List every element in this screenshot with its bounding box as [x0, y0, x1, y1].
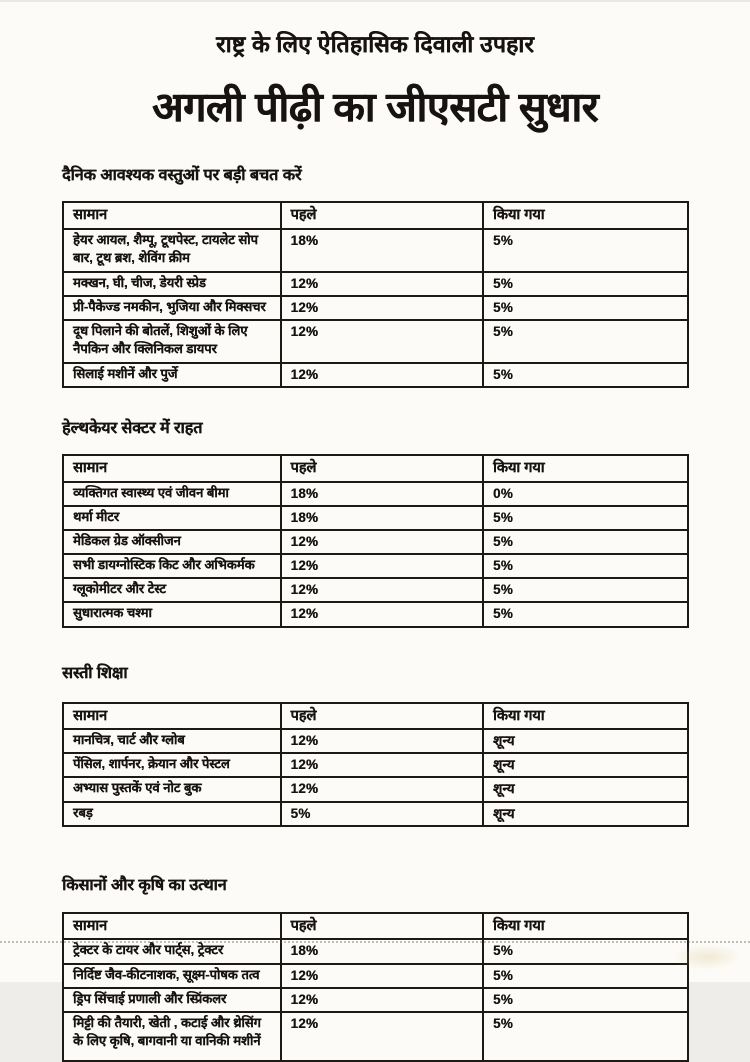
item-cell: मानचित्र, चार्ट और ग्लोब: [63, 729, 281, 753]
before-rate-cell: 18%: [281, 939, 484, 963]
after-rate-cell: शून्य: [483, 753, 688, 777]
column-header-before: पहले: [281, 913, 484, 940]
before-rate-cell: 12%: [281, 363, 484, 387]
table-row: [63, 729, 688, 753]
table-row: [63, 320, 688, 363]
gst-table-healthcare: [62, 454, 689, 628]
before-rate-cell: 18%: [281, 482, 484, 506]
table-row: [63, 554, 688, 578]
table-row: [63, 802, 688, 826]
item-cell: मेडिकल ग्रेड ऑक्सीजन: [63, 530, 281, 554]
table-row: [63, 272, 688, 296]
item-cell: हेयर आयल, शैम्पू, टूथपेस्ट, टायलेट सोप बार, टूथ ब्रश, शेविंग क्रीम: [63, 229, 281, 272]
before-rate-cell: 12%: [281, 753, 484, 777]
item-cell: अभ्यास पुस्तकें एवं नोट बुक: [63, 777, 281, 801]
paper-stain: [672, 944, 742, 970]
column-header-item: सामान: [63, 455, 281, 482]
item-cell: मिट्टी की तैयारी, खेती , कटाई और थ्रेसिंग के लिए कृषि, बागवानी या वानिकी मशीनें: [63, 1012, 281, 1061]
table-row: [63, 964, 688, 988]
before-rate-cell: 12%: [281, 320, 484, 363]
before-rate-cell: 12%: [281, 964, 484, 988]
after-rate-cell: शून्य: [483, 802, 688, 826]
item-cell: सिलाई मशीनें और पुर्जे: [63, 363, 281, 387]
after-rate-cell: 5%: [483, 229, 688, 272]
table-header-row: [63, 202, 688, 229]
column-header-item: सामान: [63, 703, 281, 730]
page-title: अगली पीढ़ी का जीएसटी सुधार: [151, 84, 599, 130]
after-rate-cell: 5%: [483, 554, 688, 578]
table-row: [63, 777, 688, 801]
after-rate-cell: शून्य: [483, 777, 688, 801]
before-rate-cell: 12%: [281, 530, 484, 554]
table-header-row: [63, 913, 688, 940]
item-cell: सुधारात्मक चश्मा: [63, 602, 281, 626]
after-rate-cell: शून्य: [483, 729, 688, 753]
after-rate-cell: 5%: [483, 272, 688, 296]
before-rate-cell: 12%: [281, 1012, 484, 1061]
column-header-before: पहले: [281, 202, 484, 229]
section-daily-essentials: [62, 163, 689, 388]
column-header-item: सामान: [63, 202, 281, 229]
section-title: हेल्थकेयर सेक्टर में राहत: [62, 420, 203, 438]
section-title: किसानों और कृषि का उत्थान: [62, 876, 227, 894]
column-header-before: पहले: [281, 703, 484, 730]
before-rate-cell: 18%: [281, 506, 484, 530]
scan-edge-artifact: [0, 0, 750, 2]
section-healthcare: [62, 416, 689, 628]
document-content: [62, 163, 689, 1062]
table-header-row: [63, 455, 688, 482]
table-row: [63, 988, 688, 1012]
column-header-after: किया गया: [483, 913, 688, 940]
before-rate-cell: 12%: [281, 602, 484, 626]
after-rate-cell: 5%: [483, 602, 688, 626]
page-subtitle: राष्ट्र के लिए ऐतिहासिक दिवाली उपहार: [216, 31, 534, 57]
column-header-item: सामान: [63, 913, 281, 940]
item-cell: थर्मा मीटर: [63, 506, 281, 530]
before-rate-cell: 12%: [281, 578, 484, 602]
item-cell: पेंसिल, शार्पनर, क्रेयान और पेस्टल: [63, 753, 281, 777]
before-rate-cell: 12%: [281, 777, 484, 801]
table-header-row: [63, 703, 688, 730]
gst-table-agriculture: [62, 912, 689, 1062]
table-row: [63, 753, 688, 777]
after-rate-cell: 5%: [483, 964, 688, 988]
section-agriculture: [62, 873, 689, 1062]
item-cell: ड्रिप सिंचाई प्रणाली और स्प्रिंकलर: [63, 988, 281, 1012]
column-header-after: किया गया: [483, 703, 688, 730]
after-rate-cell: 5%: [483, 939, 688, 963]
before-rate-cell: 12%: [281, 272, 484, 296]
item-cell: दूध पिलाने की बोतलें, शिशुओं के लिए नैपकिन और क्लिनिकल डायपर: [63, 320, 281, 363]
section-title: सस्ती शिक्षा: [62, 664, 128, 682]
table-row: [63, 530, 688, 554]
gst-table-education: [62, 702, 689, 827]
scan-edge-artifact: [0, 941, 750, 943]
section-title: दैनिक आवश्यक वस्तुओं पर बड़ी बचत करें: [62, 167, 302, 184]
after-rate-cell: 5%: [483, 530, 688, 554]
item-cell: रबड़: [63, 802, 281, 826]
before-rate-cell: 18%: [281, 229, 484, 272]
table-row: [63, 506, 688, 530]
table-row: [63, 482, 688, 506]
table-row: [63, 602, 688, 626]
before-rate-cell: 12%: [281, 554, 484, 578]
after-rate-cell: 5%: [483, 506, 688, 530]
column-header-before: पहले: [281, 455, 484, 482]
after-rate-cell: 0%: [483, 482, 688, 506]
table-row: [63, 578, 688, 602]
before-rate-cell: 12%: [281, 729, 484, 753]
after-rate-cell: 5%: [483, 296, 688, 320]
column-header-after: किया गया: [483, 202, 688, 229]
item-cell: मक्खन, घी, चीज, डेयरी स्प्रेड: [63, 272, 281, 296]
item-cell: निर्दिष्ट जैव-कीटनाशक, सूक्ष्म-पोषक तत्व: [63, 964, 281, 988]
after-rate-cell: 5%: [483, 1012, 688, 1061]
item-cell: ट्रेक्टर के टायर और पार्ट्स, ट्रेक्टर: [63, 939, 281, 963]
item-cell: सभी डायग्नोस्टिक किट और अभिकर्मक: [63, 554, 281, 578]
column-header-after: किया गया: [483, 455, 688, 482]
before-rate-cell: 12%: [281, 296, 484, 320]
before-rate-cell: 5%: [281, 802, 484, 826]
after-rate-cell: 5%: [483, 363, 688, 387]
after-rate-cell: 5%: [483, 988, 688, 1012]
table-row: [63, 1012, 688, 1061]
item-cell: ग्लूकोमीटर और टेस्ट: [63, 578, 281, 602]
before-rate-cell: 12%: [281, 988, 484, 1012]
table-row: [63, 363, 688, 387]
after-rate-cell: 5%: [483, 578, 688, 602]
section-education: [62, 661, 689, 827]
after-rate-cell: 5%: [483, 320, 688, 363]
table-row: [63, 229, 688, 272]
table-row: [63, 296, 688, 320]
item-cell: व्यक्तिगत स्वास्थ्य एवं जीवन बीमा: [63, 482, 281, 506]
item-cell: प्री-पैकेज्ड नमकीन, भुजिया और मिक्सचर: [63, 296, 281, 320]
gst-table-daily-essentials: [62, 201, 689, 388]
